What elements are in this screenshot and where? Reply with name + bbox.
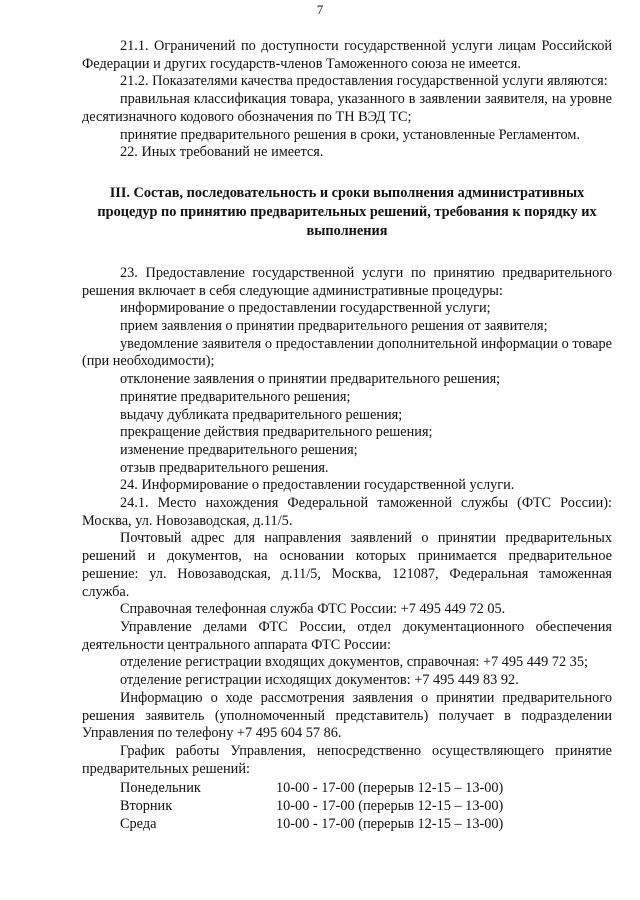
paragraph: уведомление заявителя о предоставлении дополнительной информации о товаре (при необходимости); (82, 335, 612, 370)
paragraph: прием заявления о принятии предварительного решения от заявителя; (120, 318, 548, 335)
paragraph: 23. Предоставление государственной услуги по принятию предварительного решения включает в себя следующие административные процедуры: (82, 264, 612, 299)
paragraph: Информацию о ходе рассмотрения заявления о принятии предварительного решения заявитель (уполномоченный представитель) получает в подразделении Управления по телефону +7 495 604 57 86. (82, 689, 612, 742)
paragraph: 24. Информирование о предоставлении государственной услуги. (120, 477, 515, 494)
paragraph: 22. Иных требований не имеется. (120, 144, 324, 161)
work-schedule (82, 780, 612, 833)
paragraph: информирование о предоставлении государственной услуги; (120, 300, 491, 317)
page-number: 7 (316, 2, 324, 17)
paragraph: График работы Управления, непосредственно осуществляющего принятие предварительных решений: (82, 742, 612, 777)
schedule-time: 10-00 - 17-00 (перерыв 12-15 – 13-00) (276, 815, 504, 832)
paragraph: Управление делами ФТС России, отдел документационного обеспечения деятельности центрального аппарата ФТС России: (82, 618, 612, 653)
paragraph: отклонение заявления о принятии предварительного решения; (120, 371, 501, 388)
section-bottom (82, 265, 612, 778)
paragraph: 21.1. Ограничений по доступности государственной услуги лицам Российской Федерации и других государств-членов Таможенного союза не имеется. (82, 38, 612, 72)
section-top (82, 38, 612, 162)
paragraph: отделение регистрации исходящих документов: +7 495 449 83 92. (120, 672, 519, 689)
paragraph: принятие предварительного решения; (120, 388, 351, 405)
paragraph: отделение регистрации входящих документов, справочная: +7 495 449 72 35; (120, 654, 588, 671)
document-body (82, 38, 612, 833)
schedule-time: 10-00 - 17-00 (перерыв 12-15 – 13-00) (276, 780, 504, 797)
paragraph: 21.2. Показателями качества предоставления государственной услуги являются: (120, 73, 608, 90)
paragraph: Почтовый адрес для направления заявлений о принятии предварительных решений и документов, на основании которых принимается предварительное решение: ул. Новозаводская, д.11/5, Москва, 121087, Федеральная таможенная служба. (82, 530, 612, 600)
schedule-row (82, 816, 612, 834)
schedule-time: 10-00 - 17-00 (перерыв 12-15 – 13-00) (276, 798, 504, 814)
schedule-day: Среда (120, 815, 157, 832)
paragraph: правильная классификация товара, указанного в заявлении заявителя, на уровне десятизначного кодового обозначения по ТН ВЭД ТС; (82, 91, 612, 125)
section-heading: III. Состав, последовательность и сроки выполнения административных процедур по принятию предварительных решений, требования к порядку их выполнения (97, 184, 597, 239)
schedule-row (82, 798, 612, 816)
schedule-row (82, 780, 612, 798)
paragraph: изменение предварительного решения; (120, 441, 358, 458)
schedule-day: Понедельник (120, 780, 201, 797)
paragraph: 24.1. Место нахождения Федеральной таможенной службы (ФТС России): Москва, ул. Новозаводская, д.11/5. (82, 495, 612, 529)
paragraph: прекращение действия предварительного решения; (120, 424, 433, 441)
paragraph: принятие предварительного решения в сроки, установленные Регламентом. (120, 126, 580, 143)
paragraph: Справочная телефонная служба ФТС России: +7 495 449 72 05. (120, 601, 506, 618)
paragraph: выдачу дубликата предварительного решения; (120, 406, 403, 423)
paragraph: отзыв предварительного решения. (120, 459, 329, 476)
schedule-day: Вторник (120, 798, 173, 814)
